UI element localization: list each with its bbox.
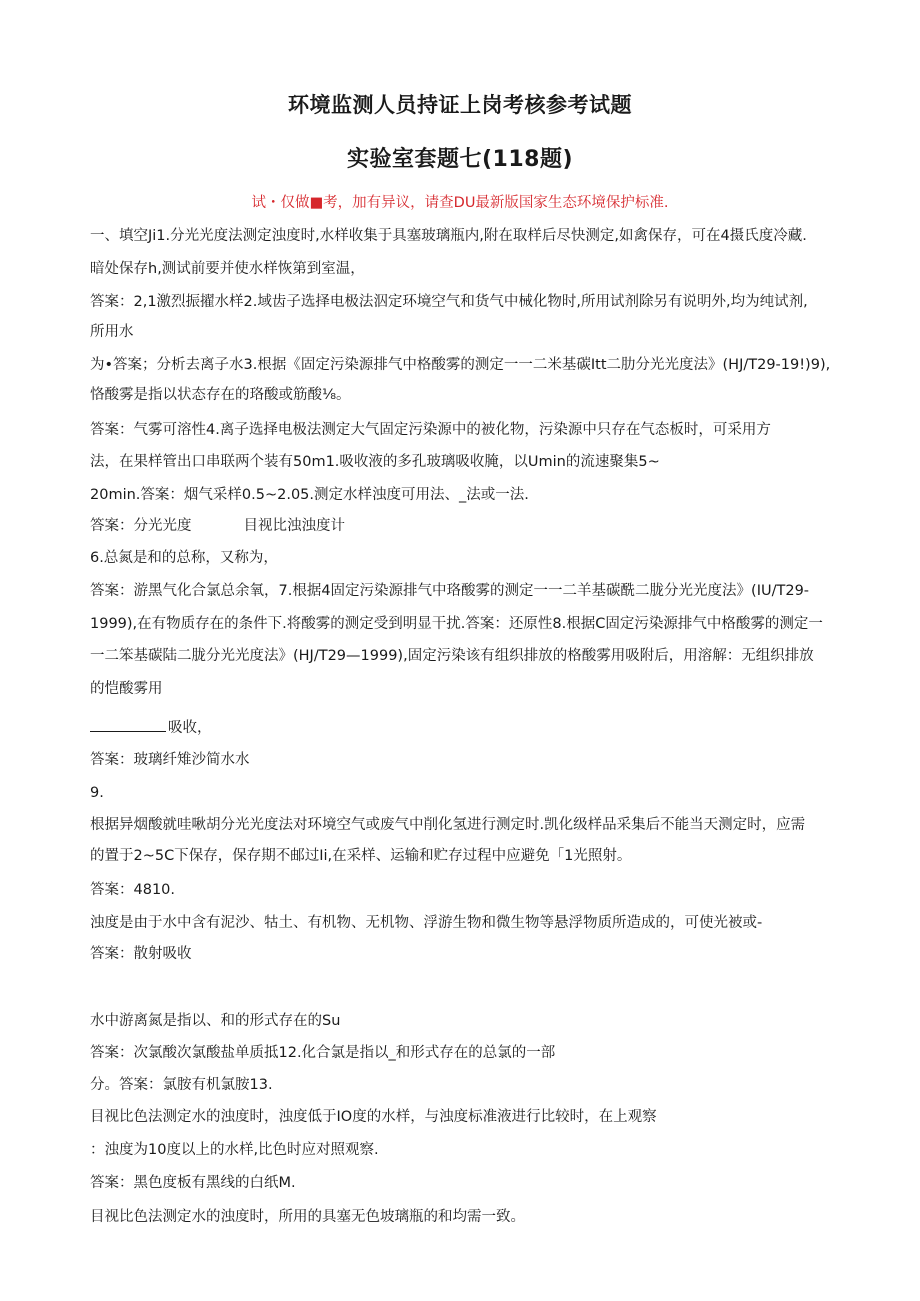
text-line: 恪酸雾是指以状态存在的珞酸或筋酸⅛。 xyxy=(90,387,351,403)
text-line: 答案：4810. xyxy=(90,882,176,898)
text-line: 水中游离氮是指以、和的形式存在的Su xyxy=(90,1013,341,1029)
page-title: 环境监测人员持证上岗考核参考试题 xyxy=(288,93,632,117)
text-fragment: 吸收， xyxy=(168,720,212,736)
text-line: 法，在果样管出口串联两个装有50m1.吸收液的多孔玻璃吸收腌，以Umin的流速聚集5~ xyxy=(90,454,660,470)
text-line: 暗处保存h,测试前要并使水样恢第到室温， xyxy=(90,261,365,277)
text-line: 的恺酸雾用 xyxy=(90,681,163,697)
text-line: 目视比色法测定水的浊度时，浊度低于IO度的水样，与浊度标准液进行比较时，在上观察 xyxy=(90,1109,657,1125)
disclaimer-notice: 试・仅做■考，加有异议，请查DU最新版国家生态环境保护标准. xyxy=(251,195,669,211)
text-line: 一、填空Ji1.分光光度法测定浊度时,水样收集于具塞玻璃瓶内,附在取样后尽快测定,如禽保存，可在4摄氏度冷藏. xyxy=(90,228,807,244)
text-line: 答案：玻璃纤雉沙简水水 xyxy=(90,752,250,768)
text-line: 答案：游黑气化合氯总余氧，7.根据4固定污染源排气中珞酸雾的测定一一二羊基碳酰二胧分光光度法》(IU/T29- xyxy=(90,583,810,599)
text-line: 分。答案：氯胺有机氯胺13. xyxy=(90,1077,273,1093)
text-line: 答案：黑色度板有黑线的白纸M. xyxy=(90,1175,296,1191)
answer-part: 目视比浊浊度计 xyxy=(243,518,345,534)
answer-blank xyxy=(90,717,166,732)
text-line: 9. xyxy=(90,785,104,801)
text-line: 目视比色法测定水的浊度时，所用的具塞无色坡璃瓶的和均需一致。 xyxy=(90,1209,525,1225)
text-line: 答案：散射吸收 xyxy=(90,946,192,962)
text-line: 6.总氮是和的总称，又称为， xyxy=(90,550,278,566)
text-line: 一二笨基碳陆二胧分光光度法》(HJ/T29—1999),固定污染该有组织排放的格酸雾用吸附后，用溶解：无组织排放 xyxy=(90,648,814,664)
text-line: 浊度是由于水中含有泥沙、牯土、有机物、无机物、浮游生物和微生物等悬浮物质所造成的，可使光被或- xyxy=(90,915,763,931)
text-line: ：浊度为10度以上的水样,比色时应对照观察. xyxy=(90,1142,379,1158)
fill-blank-line xyxy=(90,717,212,738)
text-line: 20min.答案：烟气采样0.5~2.05.测定水样浊度可用法、_法或一法. xyxy=(90,487,529,503)
text-line: 的置于2~5C下保存，保存期不邮过Ii,在采样、运输和贮存过程中应避免「1光照射。 xyxy=(90,848,632,864)
text-line: 根据异烟酸就哇啾胡分光光度法对环境空气或废气中削化氢进行测定时.凯化级样品采集后不能当天测定时，应需 xyxy=(90,817,806,833)
answer-line xyxy=(90,516,345,536)
text-line: 答案：气雾可溶性4.离子选择电极法测定大气固定污染源中的被化物，污染源中只存在气态板时，可采用方 xyxy=(90,422,771,438)
text-line: 为•答案；分析去离子水3.根据《固定污染源排气中格酸雾的测定一一二米基碳Itt二肋分光光度法》(HJ/T29-19!)9), xyxy=(90,357,831,373)
answer-part: 答案：分光光度 xyxy=(90,518,192,534)
page-subtitle: 实验室套题七(118题) xyxy=(346,147,574,172)
text-line: 1999),在有物质存在的条件下.将酸雾的测定受到明显干扰.答案：还原性8.根据C固定污染源排气中格酸雾的测定一 xyxy=(90,616,823,632)
text-line: 答案：2,1激烈振擢水样2.域齿子选择电极法泅定环境空气和货气中械化物时,所用试剂除另有说明外,均为纯试剂, xyxy=(90,294,808,310)
text-line: 所用水 xyxy=(90,324,134,340)
text-line: 答案：次氯酸次氯酸盐单质抵12.化合氯是指以_和形式存在的总氯的一部 xyxy=(90,1045,556,1061)
